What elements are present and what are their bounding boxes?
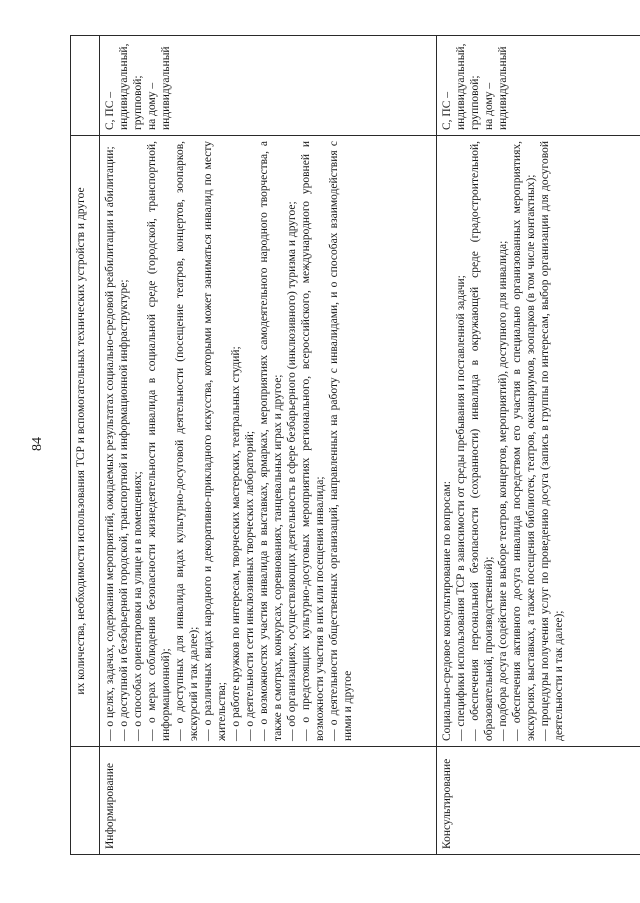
list-item: — о возможностях участия инвалида в выставках, ярмарках, мероприятиях самодеятельного народного творчества, а также в смотрах, конкурсах, соревнованиях, танцевальных играх и другое; (258, 141, 285, 741)
list-item: — о работе кружков по интересам, творческих мастерских, театральных студий; (230, 346, 243, 741)
service-type-cell: Информирование (100, 747, 437, 855)
list-item: — специфики использования ТСР в зависимости от среды пребывания и поставленной задачи; (455, 275, 468, 741)
list-item: — процедуры получения услуг по проведению досуга (запись в группы по интересам, выбор организации для досуговой деятельности и так далее); (539, 141, 566, 741)
form-line: на дому – (146, 82, 159, 130)
list-item: — о доступной и безбарьерной городской, транспортной и информационной инфраструктуре; (118, 279, 131, 741)
table-row-consulting (437, 36, 640, 855)
list-item: — о различных видах народного и декоративно-прикладного искусства, которыми может заниматься инвалид по месту жительства; (202, 141, 229, 741)
service-content-cell (100, 136, 437, 747)
list-item: — о деятельности общественных организаций, направленных на работу с инвалидами, и о способах взаимодействия с ними и другое (328, 141, 355, 741)
service-form-cell (437, 36, 640, 136)
list-item: — о доступных для инвалида видах культурно-досуговой деятельности (посещение театров, концертов, зоопарков, экскурсий и так далее); (174, 141, 201, 741)
form-line: С, ПС – (104, 91, 116, 130)
form-line: групповой; (469, 75, 482, 130)
empty-cell (71, 747, 100, 855)
form-line: индивидуальный (160, 46, 173, 130)
form-line: групповой; (132, 75, 145, 130)
continuation-row (71, 36, 100, 855)
service-content-cell (437, 136, 640, 747)
list-item: — об организациях, осуществляющих деятельность в сфере безбарьерного (инклюзивного) туризма и другое; (286, 201, 299, 741)
consulting-heading: Социально-средовое консультирование по вопросам: (441, 481, 453, 741)
service-type-cell: Консультирование (437, 747, 640, 855)
services-table (70, 35, 640, 855)
service-form-cell (100, 36, 437, 136)
list-item: — о способах ориентировки на улице и в помещениях; (132, 471, 145, 741)
page-number: 84 (30, 437, 45, 451)
form-line: индивидуальный, (455, 43, 468, 130)
form-line: индивидуальный (497, 46, 510, 130)
list-item: — о предстоящих культурно-досуговых мероприятиях регионального, всероссийского, международного уровней и возможности участия в них или посещения инвалида; (300, 141, 327, 741)
list-item: — обеспечения активного досуга инвалида посредством его участия в специально организованных мероприятиях, экскурсиях, выставках, а также посещения библиотек, театров, океанариумов, зоопарков (в том числе контактных); (511, 141, 538, 741)
list-item: — подбора досуга (содействие в выборе театров, концертов, мероприятий), доступного для инвалида; (497, 240, 510, 741)
rotated-page (70, 35, 630, 855)
continuation-text: их количества, необходимости использования ТСР и вспомогательных технических устройств и другое (71, 136, 100, 747)
list-item: — о деятельности сети инклюзивных творческих лабораторий; (244, 430, 257, 741)
table-row-informing (100, 36, 437, 855)
list-item: — о мерах соблюдения безопасности жизнедеятельности инвалида в социальной среде (городской, транспортной, информационной); (146, 141, 173, 741)
form-line: на дому – (483, 82, 496, 130)
empty-cell (71, 36, 100, 136)
list-item: — о целях, задачах, содержании мероприятий, ожидаемых результатах социально-средовой реабилитации и абилитации; (104, 146, 116, 741)
form-line: С, ПС – (441, 91, 453, 130)
form-line: индивидуальный, (118, 43, 131, 130)
list-item: — обеспечения персональной безопасности (сохранности) инвалида в окружающей среде (градостроительной, образовательной, производственной); (469, 141, 496, 741)
